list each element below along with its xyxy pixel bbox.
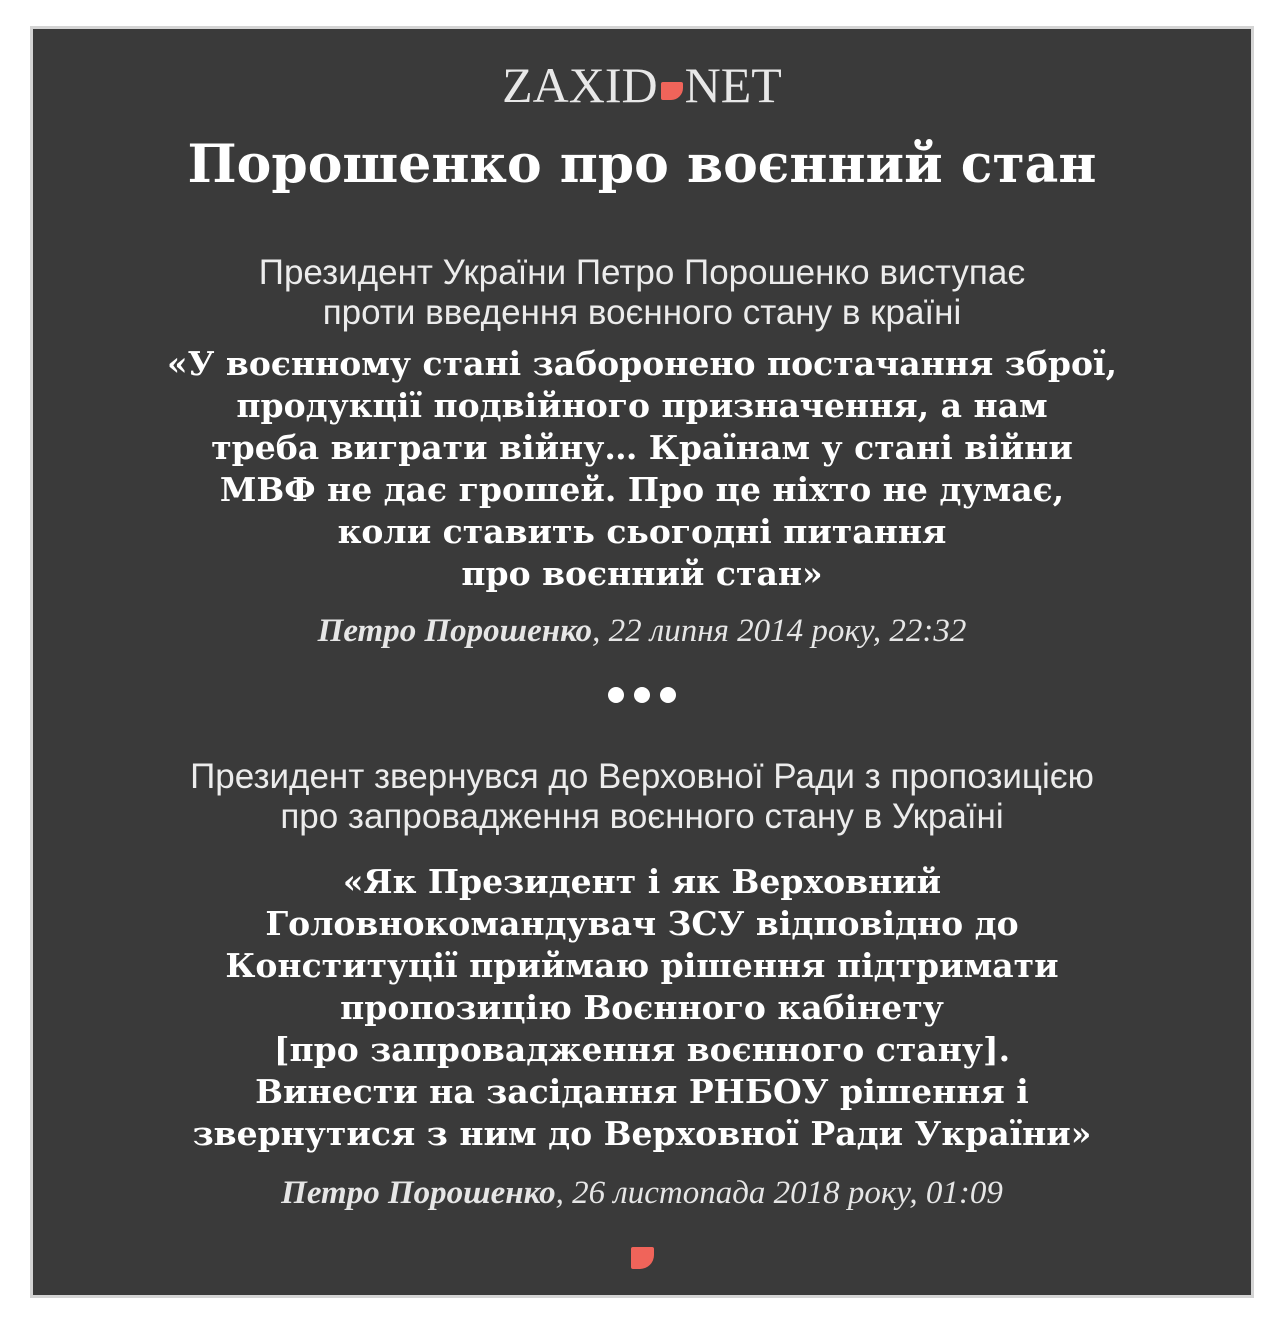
attribution-author: Петро Порошенко — [317, 613, 593, 649]
logo-mark-icon — [661, 82, 683, 100]
lead-line: проти введення воєнного стану в країні — [322, 293, 962, 332]
section-1-attribution — [33, 611, 1251, 651]
separator-dots — [33, 687, 1251, 711]
quote-line: [про запровадження воєнного стану]. — [273, 1030, 1011, 1069]
section-2-quote — [33, 861, 1251, 1155]
end-mark-icon — [631, 1247, 654, 1269]
attribution-date: , 22 липня 2014 року, 22:32 — [592, 613, 967, 649]
quote-line: «Як Президент і як Верховний — [342, 862, 942, 901]
lead-line: про запровадження воєнного стану в Україні — [280, 797, 1004, 836]
section-2-attribution — [33, 1173, 1251, 1213]
zaxid-net-logo — [33, 57, 1251, 113]
quote-line: звернутися з ним до Верховної Ради України» — [192, 1114, 1092, 1153]
quote-line: треба виграти війну… Країнам у стані війни — [211, 428, 1073, 467]
quote-line: Винести на засідання РНБОУ рішення і — [255, 1072, 1029, 1111]
quote-card — [30, 26, 1254, 1298]
dot-icon — [608, 687, 624, 703]
quote-line: Головнокомандувач ЗСУ відповідно до — [265, 904, 1019, 943]
quote-line: про воєнний стан» — [461, 554, 823, 593]
attribution-date: , 26 листопада 2018 року, 01:09 — [555, 1175, 1003, 1211]
lead-line: Президент звернувся до Верховної Ради з пропозицією — [190, 757, 1094, 796]
quote-line: «У воєнному стані заборонено постачання зброї, — [167, 344, 1117, 383]
quote-line: коли ставить сьогодні питання — [337, 512, 947, 551]
quote-line: МВФ не дає грошей. Про це ніхто не думає, — [219, 470, 1065, 509]
lead-line: Президент України Петро Порошенко виступає — [258, 253, 1026, 292]
section-2-lead — [33, 757, 1251, 837]
section-1-quote — [33, 343, 1251, 595]
dot-icon — [660, 687, 676, 703]
quote-line: пропозицію Воєнного кабінету — [340, 988, 944, 1027]
logo-text-right: NET — [684, 57, 782, 113]
attribution-author: Петро Порошенко — [281, 1175, 556, 1211]
quote-line: продукції подвійного призначення, а нам — [236, 386, 1048, 425]
logo-text-left: ZAXID — [502, 57, 658, 113]
quote-line: Конституції приймаю рішення підтримати — [225, 946, 1059, 985]
section-1-lead — [33, 253, 1251, 333]
dot-icon — [634, 687, 650, 703]
page-title: Порошенко про воєнний стан — [187, 134, 1097, 195]
